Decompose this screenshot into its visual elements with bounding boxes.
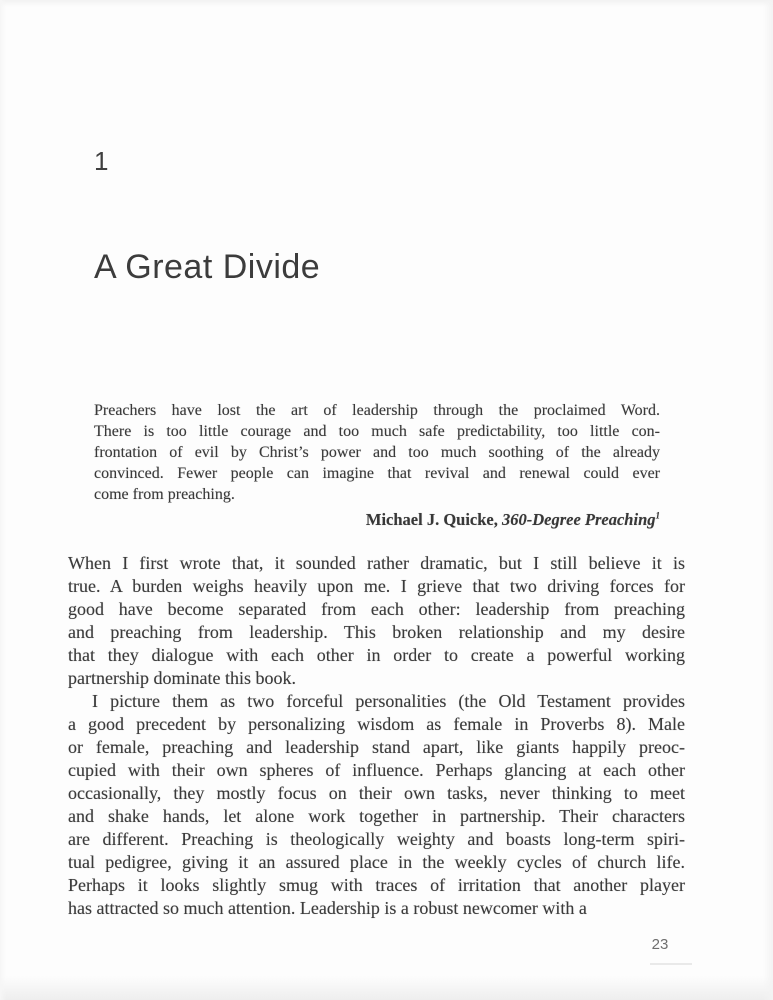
text-line: good have become separated from each other: leadership from preaching xyxy=(68,599,685,619)
text-line: a good precedent by personalizing wisdom as female in Proverbs 8). Male xyxy=(68,714,685,734)
text-line: When I first wrote that, it sounded rather dramatic, but I still believe it is xyxy=(68,553,685,573)
text-line: cupied with their own spheres of influence. Perhaps glancing at each other xyxy=(68,760,685,780)
scan-artifact-mark xyxy=(650,963,692,965)
body-text xyxy=(68,552,685,920)
text-line: Perhaps it looks slightly smug with traces of irritation that another player xyxy=(68,875,685,895)
text-line: Preachers have lost the art of leadership through the proclaimed Word. xyxy=(94,402,660,419)
body-paragraph xyxy=(68,690,685,920)
chapter-title: A Great Divide xyxy=(94,248,321,286)
epigraph-attribution xyxy=(94,510,660,530)
scan-edge-left xyxy=(0,0,6,1000)
scan-edge-right xyxy=(763,0,773,1000)
text-line: are different. Preaching is theologically weighty and boasts long-term spiri- xyxy=(68,829,685,849)
text-line: partnership dominate this book. xyxy=(68,668,296,688)
epigraph-work-title: 360-Degree Preaching xyxy=(501,510,656,529)
text-line: convinced. Fewer people can imagine that revival and renewal could ever xyxy=(94,465,660,482)
footnote-marker: 1 xyxy=(655,510,660,521)
scan-edge-top xyxy=(0,0,773,7)
text-line: true. A burden weighs heavily upon me. I grieve that two driving forces for xyxy=(68,576,685,596)
text-line: or female, preaching and leadership stand apart, like giants happily preoc- xyxy=(68,737,685,757)
text-line: I picture them as two forceful personalities (the Old Testament provides xyxy=(92,691,685,711)
text-line: has attracted so much attention. Leadership is a robust newcomer with a xyxy=(68,898,587,918)
scan-edge-bottom xyxy=(0,976,773,1000)
chapter-number: 1 xyxy=(94,146,109,176)
text-line: come from preaching. xyxy=(94,486,235,503)
body-paragraph xyxy=(68,552,685,690)
text-line: and preaching from leadership. This broken relationship and my desire xyxy=(68,622,685,642)
text-line: There is too little courage and too much safe predictability, too little con- xyxy=(94,423,660,440)
epigraph-author: Michael J. Quicke, xyxy=(365,510,498,529)
text-line: that they dialogue with each other in order to create a powerful working xyxy=(68,645,685,665)
text-line: occasionally, they mostly focus on their own tasks, never thinking to meet xyxy=(68,783,685,803)
page-number: 23 xyxy=(651,936,669,953)
text-line: tual pedigree, giving it an assured place in the weekly cycles of church life. xyxy=(68,852,685,872)
text-line: frontation of evil by Christ’s power and too much soothing of the already xyxy=(94,444,660,461)
epigraph-quote xyxy=(94,400,660,505)
text-line: and shake hands, let alone work together in partnership. Their characters xyxy=(68,806,685,826)
